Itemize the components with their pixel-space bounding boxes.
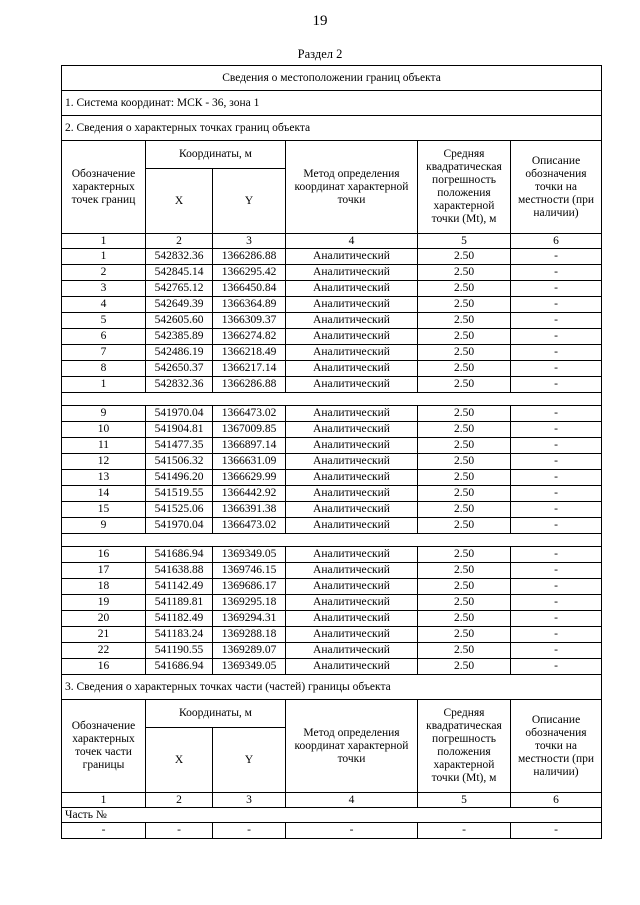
y-cell: 1369746.15 bbox=[213, 563, 286, 579]
error-cell: 2.50 bbox=[418, 547, 511, 563]
table-row bbox=[62, 422, 602, 438]
column-number: 5 bbox=[418, 793, 511, 808]
table-row bbox=[62, 486, 602, 502]
header-designation: Обозначение характерных точек границ bbox=[62, 141, 146, 234]
error-cell: 2.50 bbox=[418, 313, 511, 329]
group-separator bbox=[62, 393, 602, 406]
part3-title: 3. Сведения о характерных точках части (частей) границы объекта bbox=[62, 675, 602, 700]
table-row bbox=[62, 502, 602, 518]
description-cell: - bbox=[511, 345, 602, 361]
description-cell: - bbox=[511, 579, 602, 595]
description-cell: - bbox=[511, 313, 602, 329]
description-cell: - bbox=[511, 643, 602, 659]
y-cell: 1366473.02 bbox=[213, 518, 286, 534]
table-row bbox=[62, 470, 602, 486]
y-cell: 1366897.14 bbox=[213, 438, 286, 454]
point-number-cell: 12 bbox=[62, 454, 146, 470]
method-cell: Аналитический bbox=[286, 454, 418, 470]
description-cell: - bbox=[511, 486, 602, 502]
y-cell: 1366286.88 bbox=[213, 377, 286, 393]
description-cell: - bbox=[511, 547, 602, 563]
x-cell: 541970.04 bbox=[146, 518, 213, 534]
x-cell: 541525.06 bbox=[146, 502, 213, 518]
method-cell: Аналитический bbox=[286, 595, 418, 611]
point-number-cell: 17 bbox=[62, 563, 146, 579]
method-cell: Аналитический bbox=[286, 281, 418, 297]
point-number-cell: 18 bbox=[62, 579, 146, 595]
point-number-cell: 15 bbox=[62, 502, 146, 518]
x-cell: 542649.39 bbox=[146, 297, 213, 313]
point-number-cell: 2 bbox=[62, 265, 146, 281]
header-method: Метод определения координат характерной точки bbox=[286, 141, 418, 234]
description-cell: - bbox=[511, 329, 602, 345]
x-cell: 542765.12 bbox=[146, 281, 213, 297]
description-cell: - bbox=[511, 406, 602, 422]
y-cell: 1369288.18 bbox=[213, 627, 286, 643]
x-cell: 542486.19 bbox=[146, 345, 213, 361]
section-title: Раздел 2 bbox=[297, 47, 343, 61]
error-cell: 2.50 bbox=[418, 406, 511, 422]
error-cell: 2.50 bbox=[418, 438, 511, 454]
table-row bbox=[62, 627, 602, 643]
header-error: Средняя квадратическая погрешность положения характерной точки (Mt), м bbox=[418, 700, 511, 793]
table-row bbox=[62, 406, 602, 422]
description-cell: - bbox=[511, 265, 602, 281]
x-cell: 541190.55 bbox=[146, 643, 213, 659]
y-cell: 1366364.89 bbox=[213, 297, 286, 313]
separator-cell bbox=[62, 534, 602, 547]
error-cell: 2.50 bbox=[418, 454, 511, 470]
y-cell: 1366442.92 bbox=[213, 486, 286, 502]
point-number-cell: 9 bbox=[62, 518, 146, 534]
x-cell: 541519.55 bbox=[146, 486, 213, 502]
description-cell: - bbox=[511, 611, 602, 627]
header-coordinates: Координаты, м bbox=[146, 700, 286, 728]
part2-column-numbers bbox=[62, 234, 602, 249]
x-cell: 541506.32 bbox=[146, 454, 213, 470]
point-number-cell: 22 bbox=[62, 643, 146, 659]
column-number: 1 bbox=[62, 234, 146, 249]
header-method: Метод определения координат характерной точки bbox=[286, 700, 418, 793]
table-cell: - bbox=[418, 823, 511, 839]
x-cell: 541638.88 bbox=[146, 563, 213, 579]
table-row bbox=[62, 313, 602, 329]
table-row bbox=[62, 361, 602, 377]
method-cell: Аналитический bbox=[286, 438, 418, 454]
column-number: 5 bbox=[418, 234, 511, 249]
column-number: 3 bbox=[213, 793, 286, 808]
point-number-cell: 5 bbox=[62, 313, 146, 329]
error-cell: 2.50 bbox=[418, 470, 511, 486]
coord-system: 1. Система координат: МСК - 36, зона 1 bbox=[62, 91, 602, 116]
error-cell: 2.50 bbox=[418, 486, 511, 502]
method-cell: Аналитический bbox=[286, 297, 418, 313]
table-row bbox=[62, 281, 602, 297]
column-number: 2 bbox=[146, 793, 213, 808]
x-cell: 542832.36 bbox=[146, 377, 213, 393]
y-cell: 1366217.14 bbox=[213, 361, 286, 377]
column-number: 2 bbox=[146, 234, 213, 249]
error-cell: 2.50 bbox=[418, 297, 511, 313]
column-number: 4 bbox=[286, 793, 418, 808]
y-cell: 1366391.38 bbox=[213, 502, 286, 518]
table-row bbox=[62, 438, 602, 454]
y-cell: 1366295.42 bbox=[213, 265, 286, 281]
description-cell: - bbox=[511, 361, 602, 377]
error-cell: 2.50 bbox=[418, 249, 511, 265]
description-cell: - bbox=[511, 454, 602, 470]
y-cell: 1369289.07 bbox=[213, 643, 286, 659]
error-cell: 2.50 bbox=[418, 361, 511, 377]
part3-empty-row bbox=[62, 823, 602, 839]
table-cell: - bbox=[62, 823, 146, 839]
header-error: Средняя квадратическая погрешность положения характерной точки (Mt), м bbox=[418, 141, 511, 234]
y-cell: 1366473.02 bbox=[213, 406, 286, 422]
column-number: 3 bbox=[213, 234, 286, 249]
error-cell: 2.50 bbox=[418, 265, 511, 281]
x-cell: 541904.81 bbox=[146, 422, 213, 438]
part3-column-numbers bbox=[62, 793, 602, 808]
table-row bbox=[62, 265, 602, 281]
x-cell: 541686.94 bbox=[146, 659, 213, 675]
y-cell: 1366631.09 bbox=[213, 454, 286, 470]
part2-header-row bbox=[62, 141, 602, 169]
header-coordinates: Координаты, м bbox=[146, 141, 286, 169]
header-x: X bbox=[146, 728, 213, 793]
coord-system-row bbox=[62, 91, 602, 116]
table-row bbox=[62, 454, 602, 470]
table-row bbox=[62, 579, 602, 595]
method-cell: Аналитический bbox=[286, 518, 418, 534]
error-cell: 2.50 bbox=[418, 377, 511, 393]
x-cell: 541183.24 bbox=[146, 627, 213, 643]
table-row bbox=[62, 345, 602, 361]
column-number: 1 bbox=[62, 793, 146, 808]
method-cell: Аналитический bbox=[286, 579, 418, 595]
part2-title: 2. Сведения о характерных точках границ объекта bbox=[62, 116, 602, 141]
point-number-cell: 8 bbox=[62, 361, 146, 377]
y-cell: 1369686.17 bbox=[213, 579, 286, 595]
point-number-cell: 4 bbox=[62, 297, 146, 313]
point-number-cell: 6 bbox=[62, 329, 146, 345]
description-cell: - bbox=[511, 470, 602, 486]
method-cell: Аналитический bbox=[286, 249, 418, 265]
page-number: 19 bbox=[312, 13, 328, 29]
x-cell: 542832.36 bbox=[146, 249, 213, 265]
error-cell: 2.50 bbox=[418, 329, 511, 345]
x-cell: 541142.49 bbox=[146, 579, 213, 595]
header-description: Описание обозначения точки на местности (при наличии) bbox=[511, 141, 602, 234]
method-cell: Аналитический bbox=[286, 563, 418, 579]
error-cell: 2.50 bbox=[418, 595, 511, 611]
method-cell: Аналитический bbox=[286, 486, 418, 502]
method-cell: Аналитический bbox=[286, 406, 418, 422]
description-cell: - bbox=[511, 422, 602, 438]
boundaries-table bbox=[61, 65, 602, 839]
method-cell: Аналитический bbox=[286, 659, 418, 675]
table-row bbox=[62, 563, 602, 579]
table-row bbox=[62, 659, 602, 675]
table-row bbox=[62, 249, 602, 265]
group-separator bbox=[62, 534, 602, 547]
point-number-cell: 14 bbox=[62, 486, 146, 502]
table-title: Сведения о местоположении границ объекта bbox=[62, 66, 602, 91]
method-cell: Аналитический bbox=[286, 361, 418, 377]
point-number-cell: 21 bbox=[62, 627, 146, 643]
point-number-cell: 16 bbox=[62, 659, 146, 675]
description-cell: - bbox=[511, 502, 602, 518]
error-cell: 2.50 bbox=[418, 643, 511, 659]
error-cell: 2.50 bbox=[418, 611, 511, 627]
y-cell: 1369295.18 bbox=[213, 595, 286, 611]
point-number-cell: 10 bbox=[62, 422, 146, 438]
table-row bbox=[62, 547, 602, 563]
y-cell: 1366218.49 bbox=[213, 345, 286, 361]
column-number: 6 bbox=[511, 234, 602, 249]
x-cell: 541182.49 bbox=[146, 611, 213, 627]
y-cell: 1369349.05 bbox=[213, 659, 286, 675]
table-row bbox=[62, 329, 602, 345]
table-row bbox=[62, 611, 602, 627]
x-cell: 542845.14 bbox=[146, 265, 213, 281]
header-y: Y bbox=[213, 728, 286, 793]
table-cell: - bbox=[213, 823, 286, 839]
error-cell: 2.50 bbox=[418, 518, 511, 534]
method-cell: Аналитический bbox=[286, 611, 418, 627]
x-cell: 541970.04 bbox=[146, 406, 213, 422]
column-number: 4 bbox=[286, 234, 418, 249]
point-number-cell: 7 bbox=[62, 345, 146, 361]
header-designation: Обозначение характерных точек части границы bbox=[62, 700, 146, 793]
method-cell: Аналитический bbox=[286, 377, 418, 393]
point-number-cell: 13 bbox=[62, 470, 146, 486]
x-cell: 541189.81 bbox=[146, 595, 213, 611]
error-cell: 2.50 bbox=[418, 579, 511, 595]
method-cell: Аналитический bbox=[286, 547, 418, 563]
method-cell: Аналитический bbox=[286, 345, 418, 361]
point-number-cell: 3 bbox=[62, 281, 146, 297]
y-cell: 1369294.31 bbox=[213, 611, 286, 627]
point-number-cell: 9 bbox=[62, 406, 146, 422]
x-cell: 542650.37 bbox=[146, 361, 213, 377]
y-cell: 1367009.85 bbox=[213, 422, 286, 438]
table-row bbox=[62, 595, 602, 611]
point-number-cell: 11 bbox=[62, 438, 146, 454]
table-cell: - bbox=[511, 823, 602, 839]
y-cell: 1369349.05 bbox=[213, 547, 286, 563]
x-cell: 542385.89 bbox=[146, 329, 213, 345]
part-label: Часть № bbox=[62, 808, 602, 823]
description-cell: - bbox=[511, 563, 602, 579]
description-cell: - bbox=[511, 377, 602, 393]
header-x: X bbox=[146, 169, 213, 234]
point-number-cell: 1 bbox=[62, 377, 146, 393]
part3-header-row bbox=[62, 700, 602, 728]
y-cell: 1366629.99 bbox=[213, 470, 286, 486]
description-cell: - bbox=[511, 249, 602, 265]
error-cell: 2.50 bbox=[418, 659, 511, 675]
y-cell: 1366274.82 bbox=[213, 329, 286, 345]
point-number-cell: 20 bbox=[62, 611, 146, 627]
method-cell: Аналитический bbox=[286, 643, 418, 659]
table-cell: - bbox=[146, 823, 213, 839]
method-cell: Аналитический bbox=[286, 265, 418, 281]
error-cell: 2.50 bbox=[418, 281, 511, 297]
method-cell: Аналитический bbox=[286, 422, 418, 438]
method-cell: Аналитический bbox=[286, 502, 418, 518]
header-y: Y bbox=[213, 169, 286, 234]
error-cell: 2.50 bbox=[418, 422, 511, 438]
point-number-cell: 1 bbox=[62, 249, 146, 265]
method-cell: Аналитический bbox=[286, 329, 418, 345]
method-cell: Аналитический bbox=[286, 313, 418, 329]
error-cell: 2.50 bbox=[418, 502, 511, 518]
error-cell: 2.50 bbox=[418, 345, 511, 361]
x-cell: 542605.60 bbox=[146, 313, 213, 329]
description-cell: - bbox=[511, 659, 602, 675]
point-number-cell: 16 bbox=[62, 547, 146, 563]
table-row bbox=[62, 297, 602, 313]
description-cell: - bbox=[511, 281, 602, 297]
table-cell: - bbox=[286, 823, 418, 839]
table-row bbox=[62, 518, 602, 534]
part2-title-row bbox=[62, 116, 602, 141]
description-cell: - bbox=[511, 297, 602, 313]
y-cell: 1366309.37 bbox=[213, 313, 286, 329]
y-cell: 1366286.88 bbox=[213, 249, 286, 265]
table-title-row bbox=[62, 66, 602, 91]
y-cell: 1366450.84 bbox=[213, 281, 286, 297]
description-cell: - bbox=[511, 595, 602, 611]
point-number-cell: 19 bbox=[62, 595, 146, 611]
x-cell: 541686.94 bbox=[146, 547, 213, 563]
column-number: 6 bbox=[511, 793, 602, 808]
description-cell: - bbox=[511, 627, 602, 643]
x-cell: 541496.20 bbox=[146, 470, 213, 486]
error-cell: 2.50 bbox=[418, 563, 511, 579]
separator-cell bbox=[62, 393, 602, 406]
error-cell: 2.50 bbox=[418, 627, 511, 643]
part-label-row bbox=[62, 808, 602, 823]
part3-title-row bbox=[62, 675, 602, 700]
description-cell: - bbox=[511, 438, 602, 454]
description-cell: - bbox=[511, 518, 602, 534]
table-row bbox=[62, 643, 602, 659]
header-description: Описание обозначения точки на местности (при наличии) bbox=[511, 700, 602, 793]
method-cell: Аналитический bbox=[286, 627, 418, 643]
x-cell: 541477.35 bbox=[146, 438, 213, 454]
table-row bbox=[62, 377, 602, 393]
method-cell: Аналитический bbox=[286, 470, 418, 486]
